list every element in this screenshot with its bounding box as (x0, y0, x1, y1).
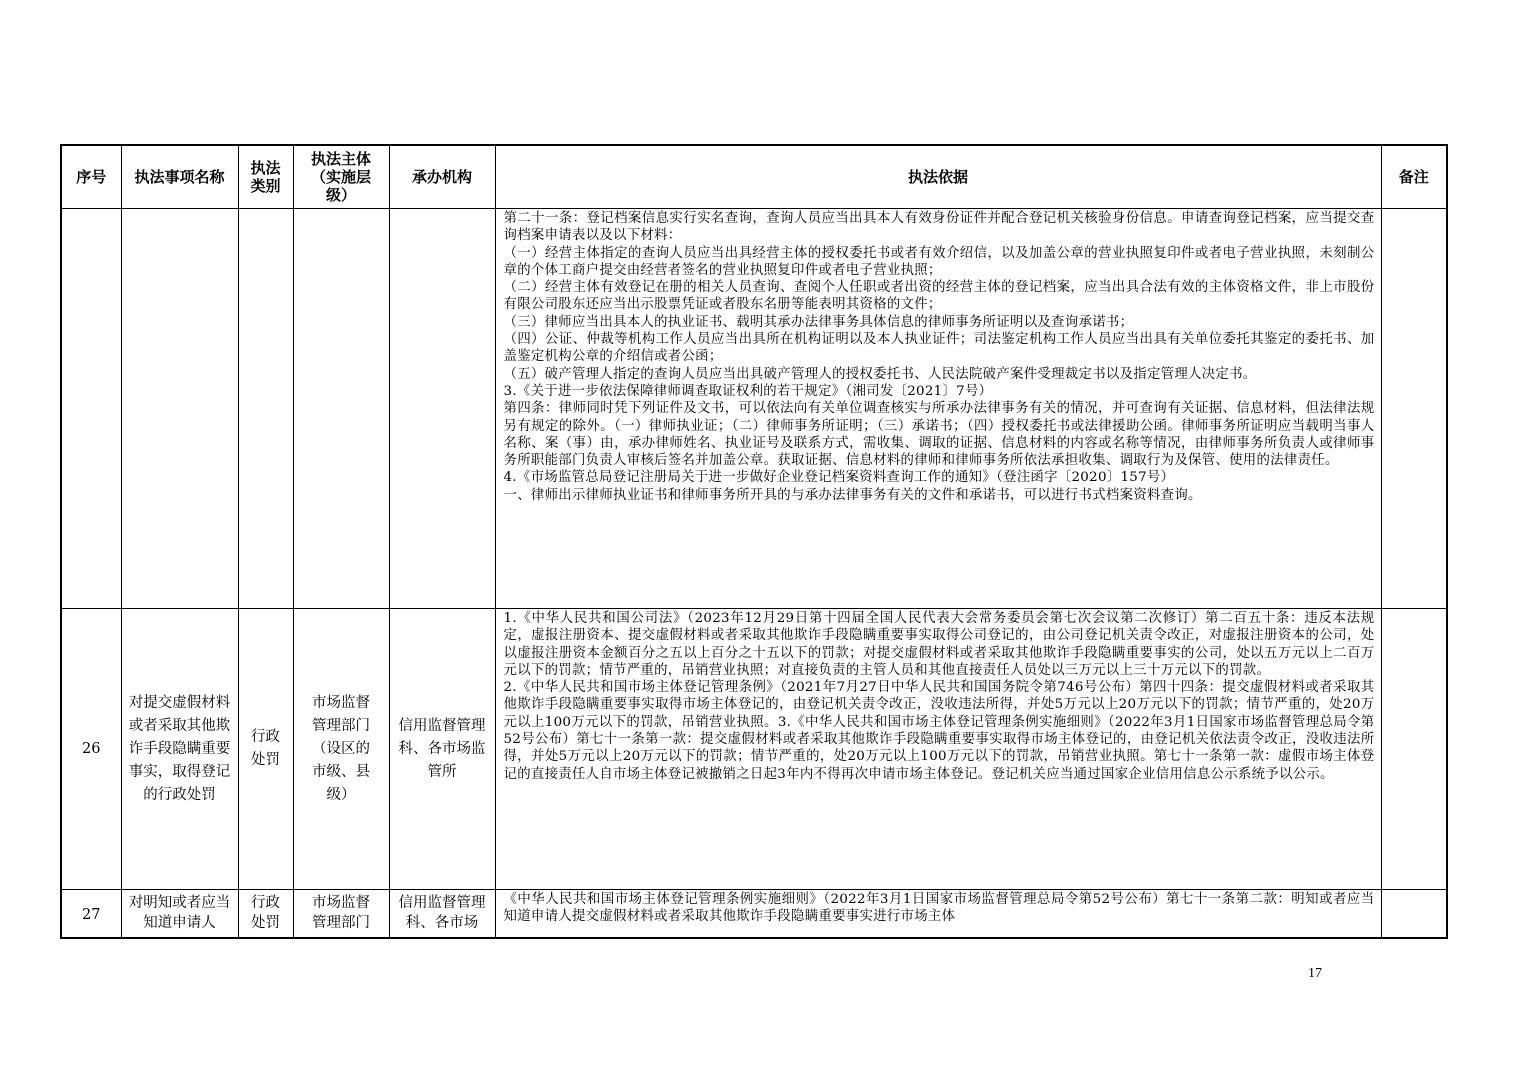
basis-paragraph: 1.《中华人民共和国公司法》（2023年12月29日第十四届全国人民代表大会常务委员会第七次会议第二次修订）第二百五十条：违反本法规定，虚报注册资本、提交虚假材料或者采取其他欺诈手段隐瞒重要事实取得公司登记的，由公司登记机关责令改正，对虚报注册资本的公司，处以虚报注册资本金额百分之五以上百分之十五以下的罚款；对提交虚假材料或者采取其他欺诈手段隐瞒重要事实的公司，处以五万元以上二百万元以下的罚款；情节严重的，吊销营业执照；对直接负责的主管人员和其他直接责任人员处以三万元以上三十万元以下的罚款。 (503, 611, 1375, 678)
cell-category (238, 209, 293, 609)
basis-paragraph: 一、律师出示律师执业证书和律师事务所开具的与承办法律事务有关的文件和承诺书，可以进行书式档案资料查询。 (503, 487, 1202, 503)
basis-paragraph: （三）律师应当出具本人的执业证书、载明其承办法律事务具体信息的律师事务所证明以及查询承诺书； (503, 314, 1134, 330)
enforcement-items-table (60, 144, 1448, 939)
basis-paragraph: 2.《中华人民共和国市场主体登记管理条例》（2021年7月27日中华人民共和国国务院令第746号公布）第四十四条：提交虚假材料或者采取其他欺诈手段隐瞒重要事实取得市场主体登记的，由登记机关责令改正，没收违法所得，并处5万元以上20万元以下的罚款；情节严重的，处20万元以上100万元以下的罚款，吊销营业执照。3.《中华人民共和国市场主体登记管理条例实施细则》（2022年3月1日国家市场监督管理总局令第52号公布）第七十一条第一款：提交虚假材料或者采取其他欺诈手段隐瞒重要事实取得市场主体登记的，由登记机关依法责令改正，没收违法所得，并处5万元以上20万元以下的罚款；情节严重的，处20万元以上100万元以下的罚款，吊销营业执照。第七十一条第一款：虚假市场主体登记的直接责任人自市场主体登记被撤销之日起3年内不得再次申请市场主体登记。登记机关应当通过国家企业信用信息公示系统予以公示。 (503, 680, 1375, 782)
cell-seq: 27 (61, 890, 121, 939)
header-agency: 承办机构 (389, 145, 495, 209)
basis-paragraph: 第四条：律师同时凭下列证件及文书，可以依法向有关单位调查核实与所承办法律事务有关的情况，并可查询有关证据、信息材料，但法律法规另有规定的除外。（一）律师执业证；（二）律师事务所证明；（三）承诺书；（四）授权委托书或法律援助公函。律师事务所证明应当载明当事人名称、案（事）由，承办律师姓名、执业证号及联系方式，需收集、调取的证据、信息材料的内容或名称等情况，由律师事务所负责人或律师事务所职能部门负责人审核后签名并加盖公章。获取证据、信息材料的律师和律师事务所依法承担收集、调取行为及保管、使用的法律责任。 (503, 401, 1375, 469)
cell-seq: 26 (61, 609, 121, 890)
cell-item-name: 对明知或者应当知道申请人 (121, 890, 238, 939)
basis-paragraph: （五）破产管理人指定的查询人员应当出具破产管理人的授权委托书、人民法院破产案件受理裁定书以及指定管理人决定书。 (503, 366, 1257, 382)
cell-category: 行政处罚 (238, 609, 293, 890)
cell-category: 行政处罚 (238, 890, 293, 939)
cell-remarks (1381, 890, 1447, 939)
page-number: 17 (1308, 966, 1322, 981)
header-subject: 执法主体（实施层级） (293, 145, 389, 209)
table-header-row (61, 145, 1447, 209)
table-row (61, 209, 1447, 609)
basis-paragraph: 《中华人民共和国市场主体登记管理条例实施细则》（2022年3月1日国家市场监督管理总局令第52号公布）第七十一条第二款：明知或者应当知道申请人提交虚假材料或者采取其他欺诈手段隐瞒重要事实进行市场主体 (503, 892, 1375, 925)
cell-agency: 信用监督管理科、各市场监管所 (389, 609, 495, 890)
cell-basis (495, 209, 1381, 609)
cell-item-name (121, 209, 238, 609)
cell-remarks (1381, 609, 1447, 890)
table-row (61, 609, 1447, 890)
basis-paragraph: 第二十一条：登记档案信息实行实名查询，查询人员应当出具本人有效身份证件并配合登记机关核验身份信息。申请查询登记档案，应当提交查询档案申请表以及以下材料： (503, 211, 1375, 244)
basis-paragraph: （四）公证、仲裁等机构工作人员应当出具所在机构证明以及本人执业证件；司法鉴定机构工作人员应当出具有关单位委托其鉴定的委托书、加盖鉴定机构公章的介绍信或者公函； (503, 332, 1375, 365)
cell-subject (293, 209, 389, 609)
table-row (61, 890, 1447, 939)
cell-remarks (1381, 209, 1447, 609)
cell-subject: 市场监督管理部门（设区的市级、县级） (293, 609, 389, 890)
header-item-name: 执法事项名称 (121, 145, 238, 209)
basis-paragraph: （二）经营主体有效登记在册的相关人员查询、查阅个人任职或者出资的经营主体的登记档案，应当出具合法有效的主体资格文件，非上市股份有限公司股东还应当出示股票凭证或者股东名册等能表明其资格的文件； (503, 280, 1375, 313)
basis-paragraph: （一）经营主体指定的查询人员应当出具经营主体的授权委托书或者有效介绍信，以及加盖公章的营业执照复印件或者电子营业执照，未刻制公章的个体工商户提交由经营者签名的营业执照复印件或者电子营业执照； (503, 245, 1375, 278)
cell-basis (495, 609, 1381, 890)
cell-agency: 信用监督管理科、各市场 (389, 890, 495, 939)
basis-paragraph: 3.《关于进一步依法保障律师调查取证权利的若干规定》（湘司发〔2021〕7号） (503, 383, 993, 399)
header-seq: 序号 (61, 145, 121, 209)
header-remarks: 备注 (1381, 145, 1447, 209)
cell-subject: 市场监督管理部门 (293, 890, 389, 939)
cell-basis (495, 890, 1381, 939)
cell-seq (61, 209, 121, 609)
cell-agency (389, 209, 495, 609)
header-category: 执法类别 (238, 145, 293, 209)
header-basis: 执法依据 (495, 145, 1381, 209)
cell-item-name: 对提交虚假材料或者采取其他欺诈手段隐瞒重要事实，取得登记的行政处罚 (121, 609, 238, 890)
basis-paragraph: 4.《市场监管总局登记注册局关于进一步做好企业登记档案资料查询工作的通知》（登注函字〔2020〕157号） (503, 470, 1175, 486)
